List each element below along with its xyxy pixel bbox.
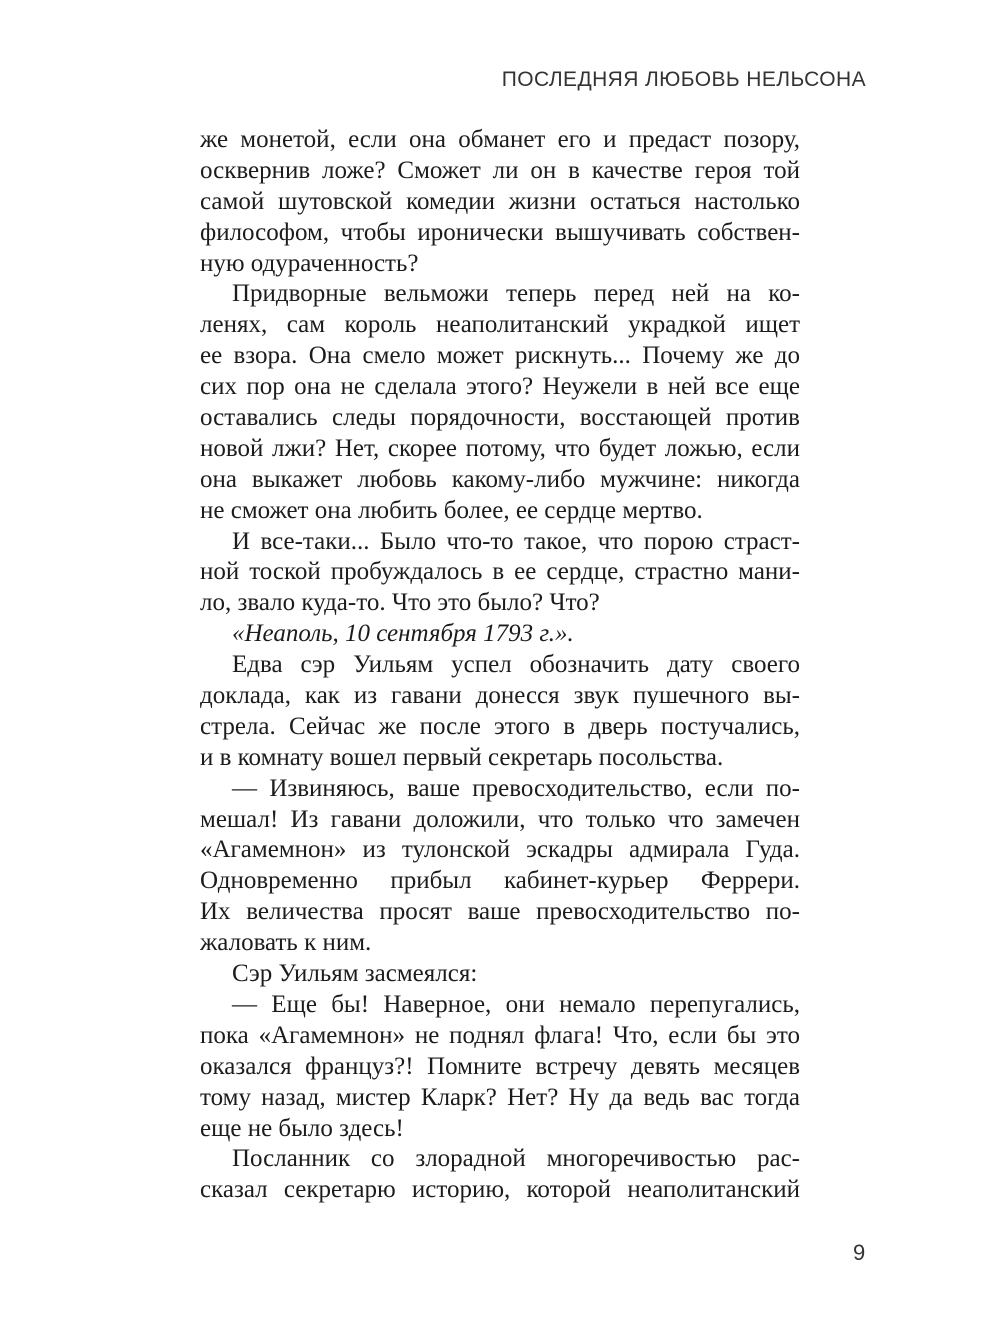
text-line: «Агамемнон» из тулонской эскадры адмирала Гуда.: [200, 836, 800, 864]
text-line: доклада, как из гавани донесся звук пушечного вы-: [200, 682, 800, 710]
text-line: сих пор она не сделала этого? Неужели в ней все еще: [200, 373, 800, 401]
text-line: ную одураченность?: [200, 249, 419, 277]
body-text: [200, 125, 800, 1206]
text-line: оказался француз?! Помните встречу девять месяцев: [200, 1052, 800, 1080]
text-line: философом, чтобы иронически вышучивать собствен-: [200, 218, 800, 246]
text-line: ленях, сам король неаполитанский украдкой ищет: [200, 311, 800, 339]
text-line: пока «Агамемнон» не поднял флага! Что, если бы это: [200, 1021, 800, 1049]
text-line: и в комнату вошел первый секретарь посольства.: [200, 743, 724, 771]
text-line: «Неаполь, 10 сентября 1793 г.».: [232, 620, 574, 648]
text-line: еще не было здесь!: [200, 1114, 404, 1142]
text-line: тому назад, мистер Кларк? Нет? Ну да ведь вас тогда: [200, 1083, 800, 1111]
text-line: мешал! Из гавани доложили, что только что замечен: [200, 805, 800, 833]
text-line: Одновременно прибыл кабинет-курьер Феррери.: [200, 867, 800, 895]
text-line: Их величества просят ваше превосходительство по-: [200, 898, 800, 926]
text-line: Посланник со злорадной многоречивостью рас-: [232, 1145, 800, 1173]
text-line: не сможет она любить более, ее сердце мертво.: [200, 496, 703, 524]
running-header-title: ПОСЛЕДНЯЯ ЛЮБОВЬ НЕЛЬСОНА: [501, 68, 866, 91]
text-line: — Извиняюсь, ваше превосходительство, если по-: [232, 774, 800, 802]
text-line: И все-таки... Было что-то такое, что порою страст-: [232, 527, 800, 555]
text-line: — Еще бы! Наверное, они немало перепугались,: [232, 990, 800, 1018]
text-line: ее взора. Она смело может рискнуть... Почему же до: [200, 342, 800, 370]
text-line: Сэр Уильям засмеялся:: [232, 960, 478, 988]
text-line: стрела. Сейчас же после этого в дверь постучались,: [200, 712, 800, 740]
text-line: ло, звало куда-то. Что это было? Что?: [200, 589, 600, 617]
text-line: же монетой, если она обманет его и предаст позору,: [200, 126, 800, 153]
text-line: осквернив ложе? Сможет ли он в качестве героя той: [200, 156, 800, 184]
text-line: самой шутовской комедии жизни остаться настолько: [200, 187, 800, 215]
text-line: сказал секретарю историю, которой неаполитанский: [200, 1176, 800, 1204]
page-number: 9: [853, 1240, 866, 1265]
text-line: она выкажет любовь какому-либо мужчине: никогда: [200, 465, 800, 493]
text-line: Придворные вельможи теперь перед ней на ко-: [232, 280, 800, 308]
text-line: новой лжи? Нет, скорее потому, что будет ложью, если: [200, 434, 800, 462]
text-line: жаловать к ним.: [200, 929, 372, 957]
text-line: оставались следы порядочности, восстающей против: [200, 404, 800, 432]
text-line: ной тоской пробуждалось в ее сердце, страстно мани-: [200, 558, 800, 586]
text-line: Едва сэр Уильям успел обозначить дату своего: [232, 651, 800, 679]
